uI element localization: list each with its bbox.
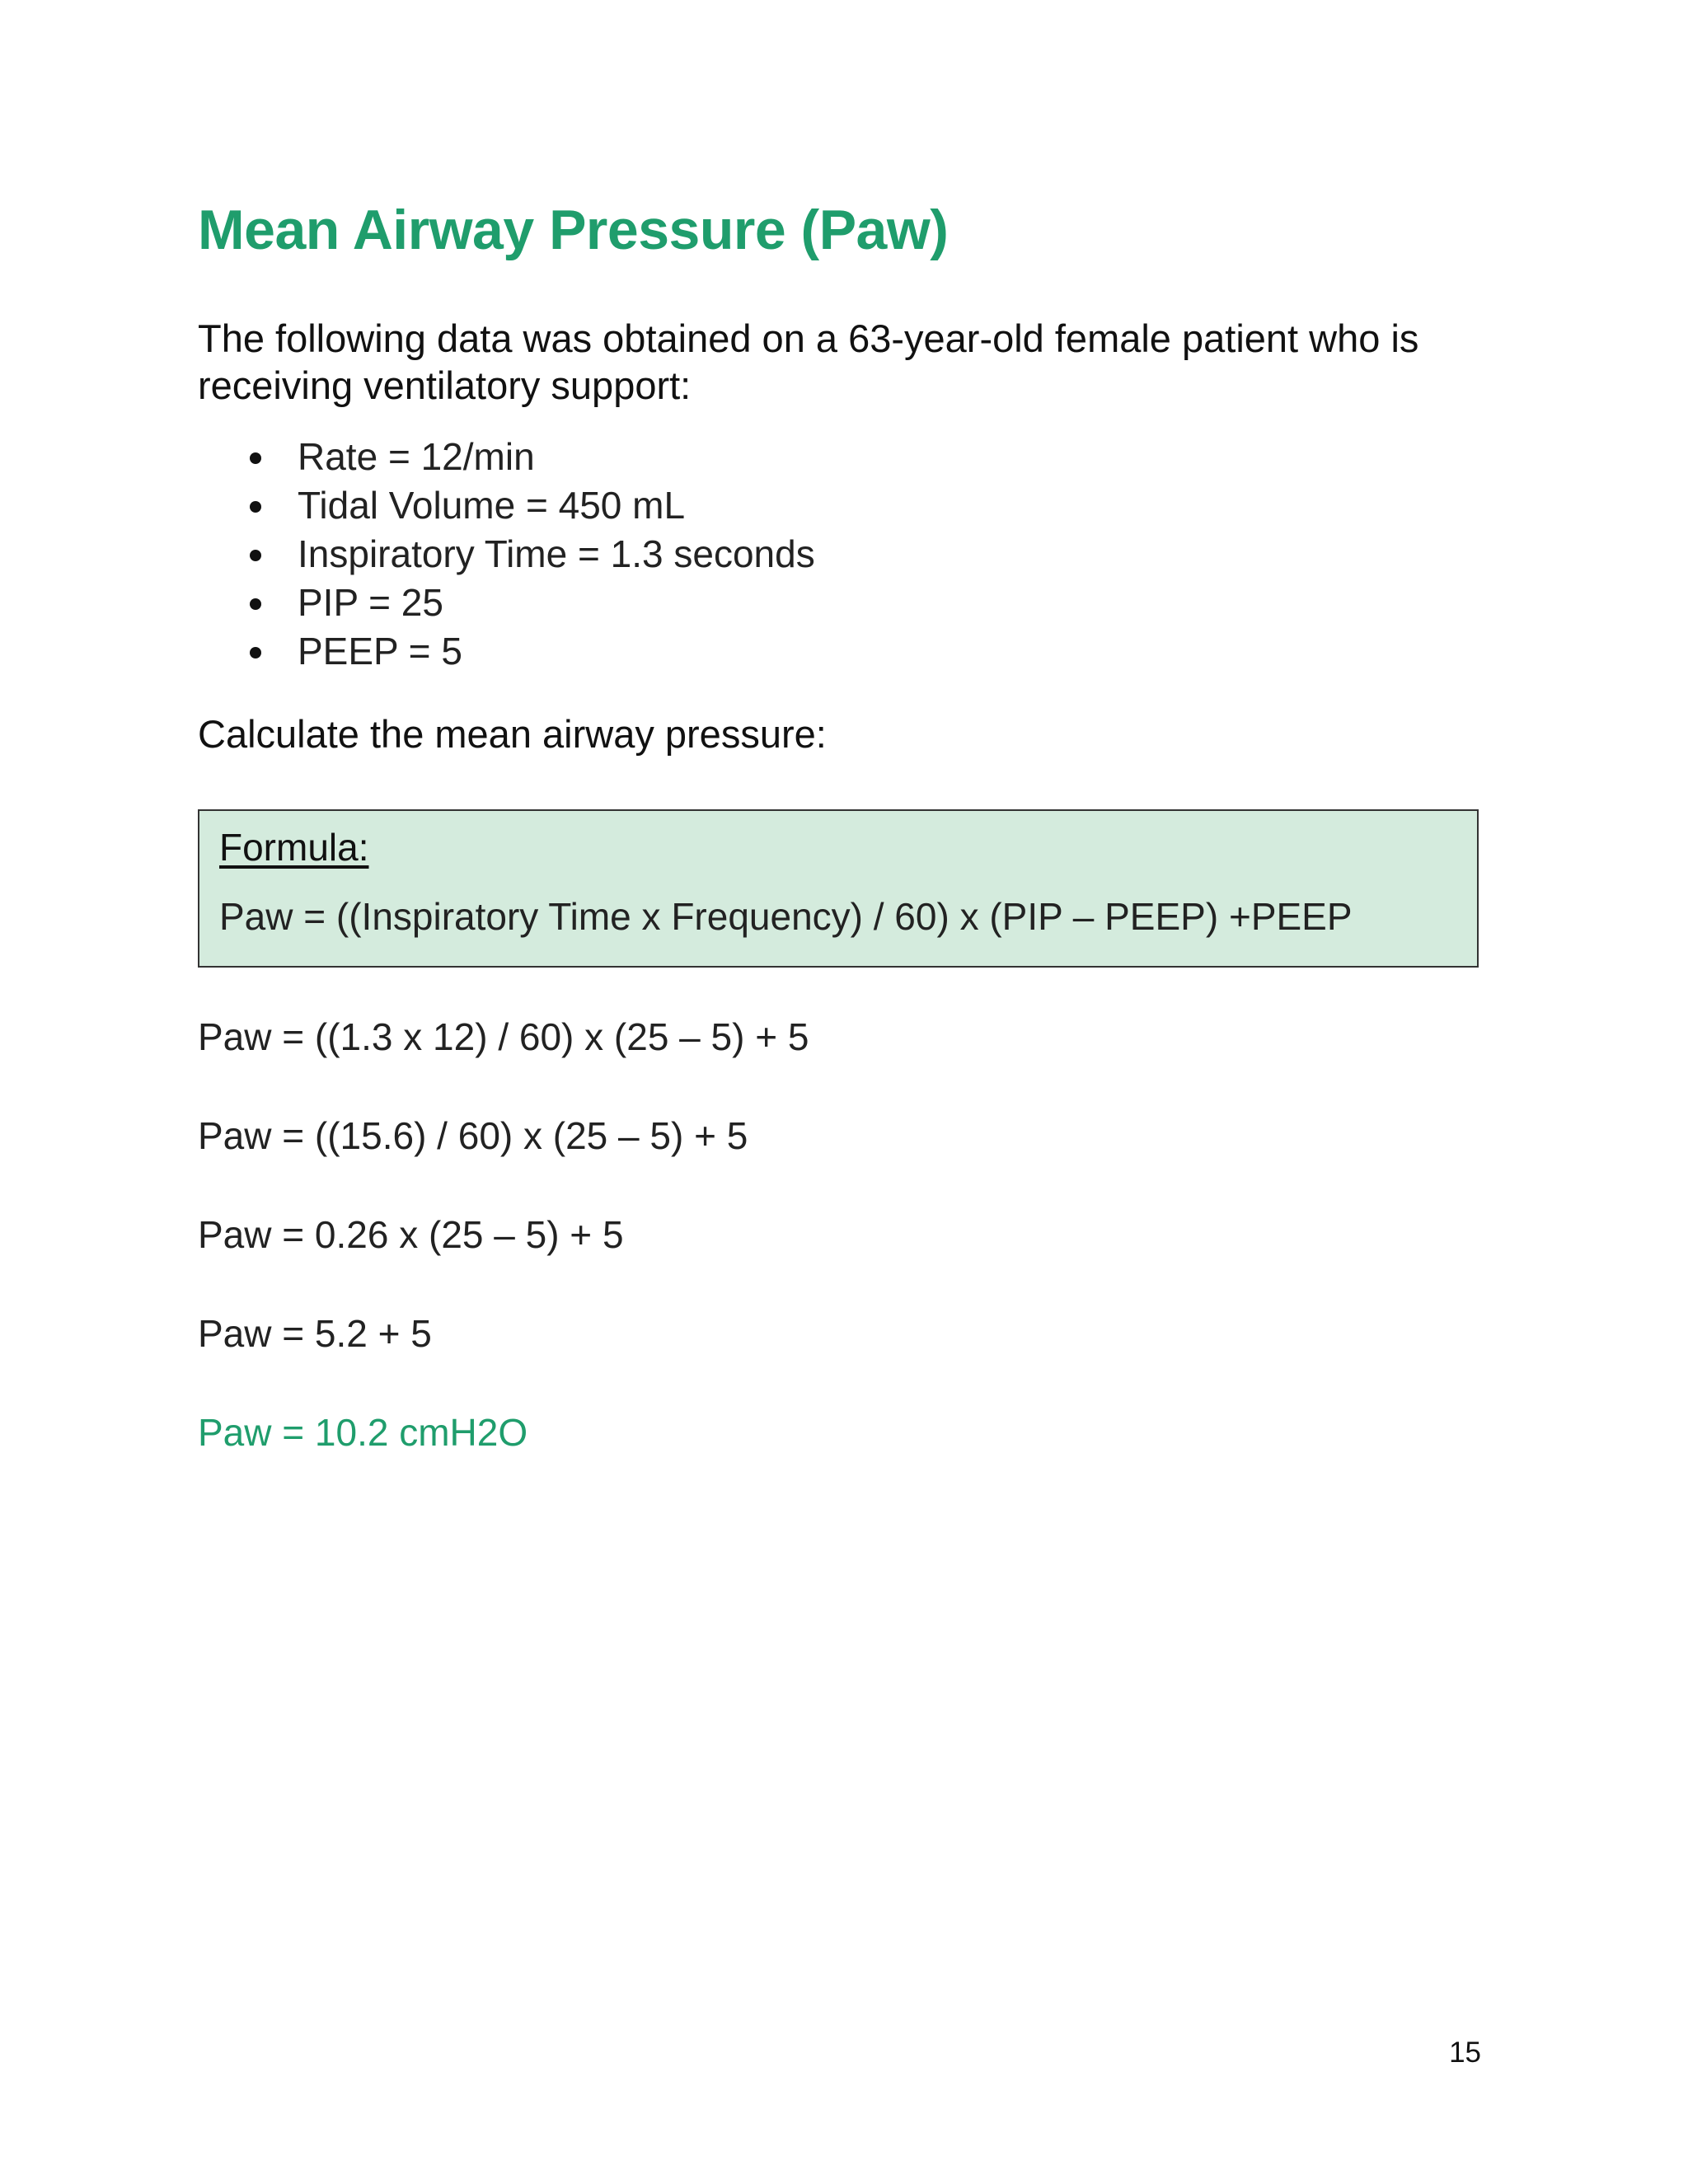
page-number: 15: [1449, 2036, 1481, 2069]
bullet-icon: [250, 598, 261, 610]
formula-label: Formula:: [219, 826, 369, 869]
list-item-text: Inspiratory Time = 1.3 seconds: [298, 532, 815, 575]
list-item-text: PIP = 25: [298, 581, 443, 624]
bullet-icon: [250, 452, 261, 464]
formula-text: Paw = ((Inspiratory Time x Frequency) / 60) x (PIP – PEEP) +PEEP: [219, 895, 1353, 938]
list-item: [198, 530, 815, 579]
bullet-icon: [250, 647, 261, 658]
list-item-text: Rate = 12/min: [298, 435, 535, 478]
list-item: [198, 627, 815, 676]
intro-paragraph: The following data was obtained on a 63-year-old female patient who is receiving ventilatory support:: [198, 316, 1419, 407]
calculation-result: Paw = 10.2 cmH2O: [198, 1411, 528, 1454]
list-item-text: PEEP = 5: [298, 630, 462, 673]
calculation-prompt: Calculate the mean airway pressure:: [198, 712, 827, 756]
list-item-text: Tidal Volume = 450 mL: [298, 484, 686, 527]
calculation-step-1: Paw = ((1.3 x 12) / 60) x (25 – 5) + 5: [198, 1015, 809, 1058]
page-title: Mean Airway Pressure (Paw): [198, 199, 949, 261]
calculation-step-2: Paw = ((15.6) / 60) x (25 – 5) + 5: [198, 1114, 748, 1157]
calculation-step-3: Paw = 0.26 x (25 – 5) + 5: [198, 1213, 624, 1256]
list-item: [198, 433, 815, 481]
calculation-step-4: Paw = 5.2 + 5: [198, 1312, 432, 1355]
bullet-icon: [250, 550, 261, 561]
bullet-icon: [250, 501, 261, 513]
formula-box: [198, 809, 1479, 968]
patient-data-list: [198, 433, 815, 676]
list-item: [198, 481, 815, 530]
list-item: [198, 579, 815, 627]
